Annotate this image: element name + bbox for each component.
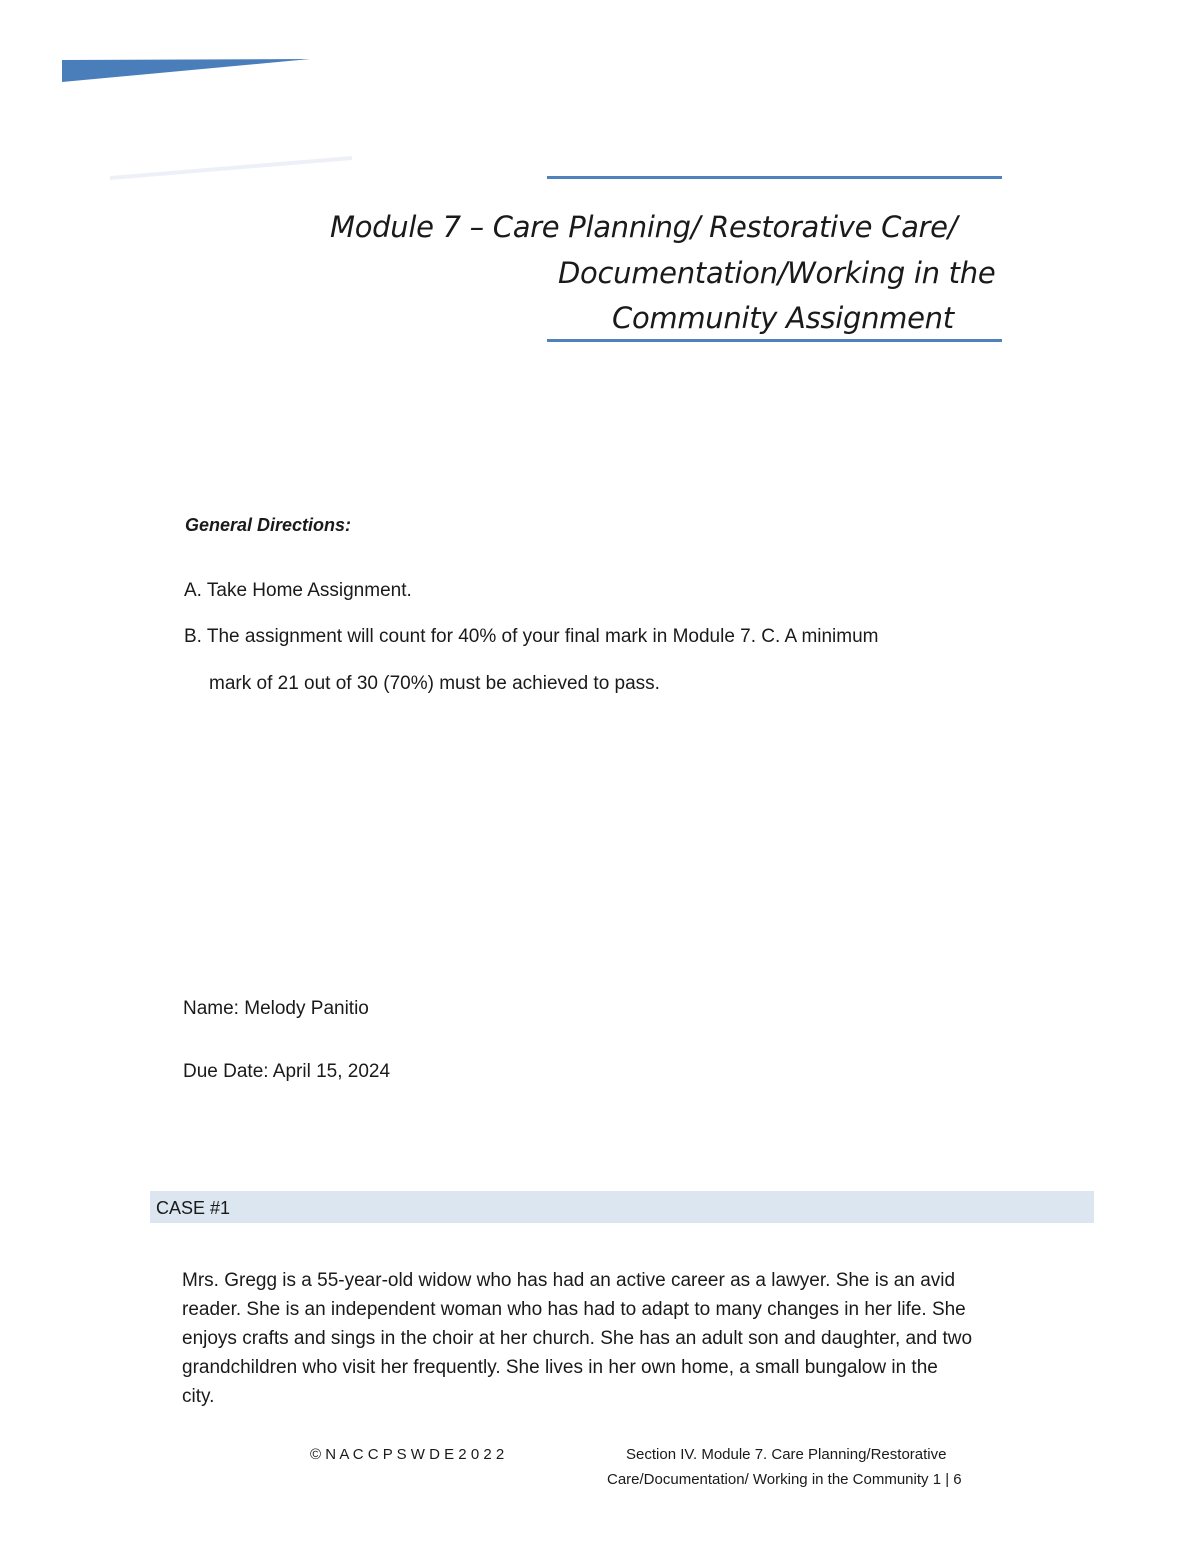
title-line-3: Community Assignment: [612, 301, 954, 335]
title-line-2: Documentation/Working in the: [558, 256, 996, 290]
title-line-1: Module 7 – Care Planning/ Restorative Care/: [330, 210, 958, 244]
title-top-rule: [547, 176, 1002, 179]
footer-copyright: © N A C C P S W D E 2 0 2 2: [310, 1446, 505, 1463]
footer-section-line2: Care/Documentation/ Working in the Community 1 | 6: [607, 1471, 962, 1488]
title-bottom-rule: [547, 339, 1002, 342]
case-header-bar: [150, 1191, 1094, 1223]
case-paragraph: [182, 1266, 1082, 1411]
due-date: Due Date: April 15, 2024: [183, 1061, 391, 1082]
student-name: Name: Melody Panitio: [183, 998, 369, 1019]
case-line: enjoys crafts and sings in the choir at her church. She has an adult son and daughter, and two: [182, 1328, 973, 1349]
directions-heading: General Directions:: [185, 515, 352, 535]
decorative-swoosh: [0, 0, 360, 200]
direction-item-a: A. Take Home Assignment.: [184, 580, 412, 601]
footer-section-line1: Section IV. Module 7. Care Planning/Restorative: [626, 1446, 947, 1463]
case-line: reader. She is an independent woman who has had to adapt to many changes in her life. She: [182, 1299, 966, 1320]
direction-item-b-line2: mark of 21 out of 30 (70%) must be achieved to pass.: [209, 673, 660, 694]
case-label: CASE #1: [156, 1198, 231, 1218]
case-line: grandchildren who visit her frequently. She lives in her own home, a small bungalow in the: [182, 1357, 938, 1378]
direction-item-b-line1: B. The assignment will count for 40% of your final mark in Module 7. C. A minimum: [184, 626, 879, 647]
case-line: Mrs. Gregg is a 55-year-old widow who has had an active career as a lawyer. She is an avid: [182, 1270, 956, 1291]
case-line: city.: [182, 1386, 215, 1407]
